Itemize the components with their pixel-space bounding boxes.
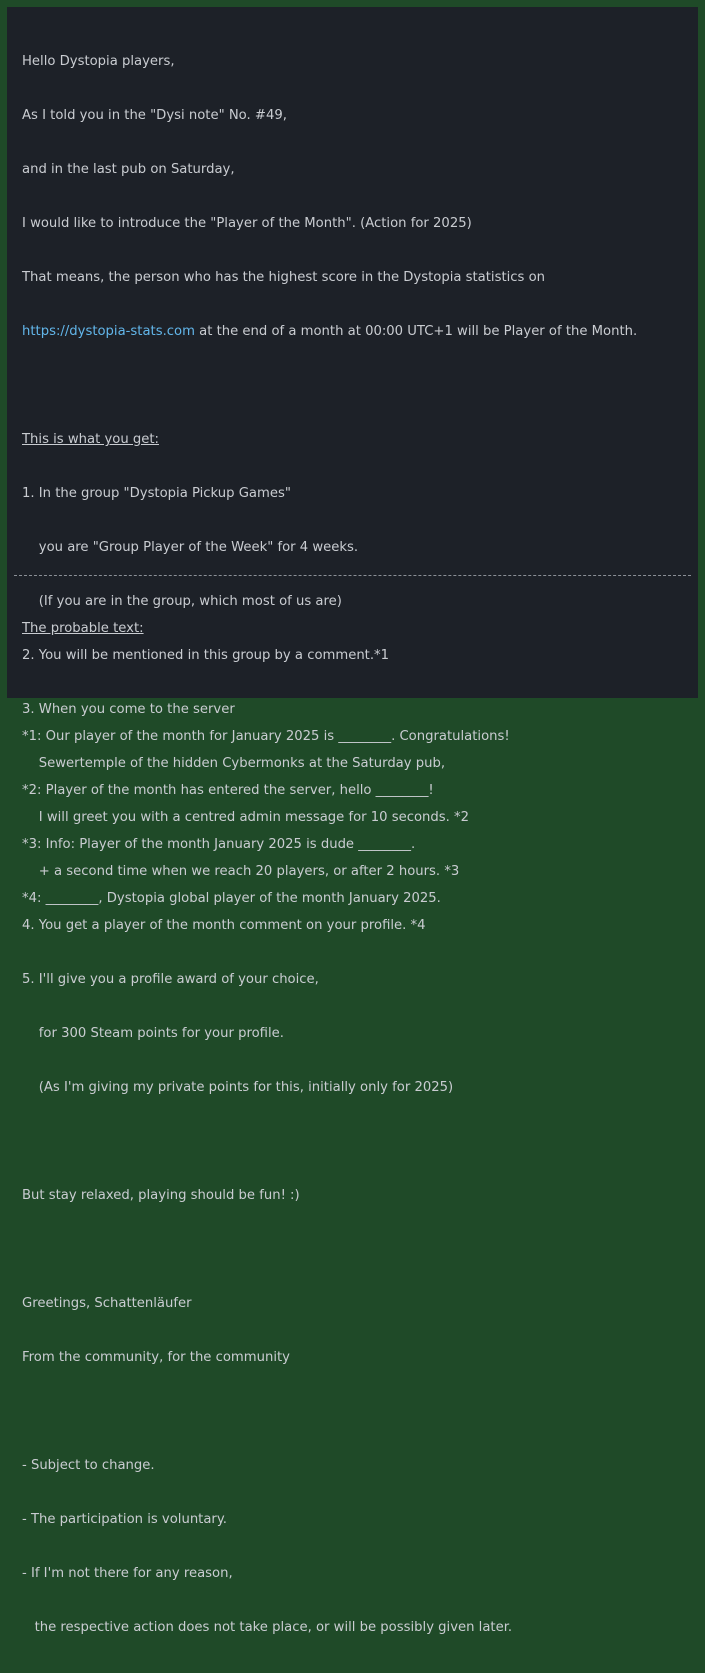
- probable-line: *3: Info: Player of the month January 2025 is dude ________.: [22, 837, 416, 852]
- benefit-line: for 300 Steam points for your profile.: [22, 1026, 284, 1041]
- probable-line: *4: ________, Dystopia global player of the month January 2025.: [22, 891, 441, 906]
- note-line: - The participation is voluntary.: [22, 1512, 227, 1527]
- benefit-line: I will greet you with a centred admin message for 10 seconds. *2: [22, 810, 470, 825]
- benefit-line: (If you are in the group, which most of us are): [22, 594, 342, 609]
- blank-line: [22, 674, 690, 692]
- benefits-heading-line: [22, 431, 690, 449]
- benefit-line: + a second time when we reach 20 players, or after 2 hours. *3: [22, 864, 460, 879]
- note-line: the respective action does not take place, or will be possibly given later.: [22, 1620, 513, 1635]
- relax-line: But stay relaxed, playing should be fun! :): [22, 1188, 300, 1203]
- benefit-line: 5. I'll give you a profile award of your choice,: [22, 972, 319, 987]
- probable-text-section: [22, 584, 690, 944]
- blank-line: [22, 1133, 690, 1151]
- dashed-divider: [14, 575, 691, 576]
- stats-link[interactable]: https://dystopia-stats.com: [22, 324, 195, 339]
- blank-line: [22, 1241, 690, 1259]
- intro-line: and in the last pub on Saturday,: [22, 162, 235, 177]
- benefit-line: 4. You get a player of the month comment on your profile. *4: [22, 918, 426, 933]
- intro-line: That means, the person who has the highest score in the Dystopia statistics on: [22, 270, 546, 285]
- link-suffix: at the end of a month at 00:00 UTC+1 will be Player of the Month.: [194, 324, 638, 339]
- benefits-heading: This is what you get:: [22, 432, 159, 447]
- signoff-line: From the community, for the community: [22, 1350, 290, 1365]
- signoff-line: Greetings, Schattenläufer: [22, 1296, 192, 1311]
- benefit-line: you are "Group Player of the Week" for 4 weeks.: [22, 540, 359, 555]
- benefit-line: 3. When you come to the server: [22, 702, 235, 717]
- greeting-line: Hello Dystopia players,: [22, 54, 175, 69]
- note-line: - Subject to change.: [22, 1458, 155, 1473]
- benefit-line: 1. In the group "Dystopia Pickup Games": [22, 486, 291, 501]
- note-line: - If I'm not there for any reason,: [22, 1566, 233, 1581]
- probable-heading-line: [22, 620, 690, 638]
- intro-line: I would like to introduce the "Player of the Month". (Action for 2025): [22, 216, 472, 231]
- blank-line: [22, 1403, 690, 1421]
- probable-line: *2: Player of the month has entered the server, hello ________!: [22, 783, 434, 798]
- link-line: [22, 323, 690, 341]
- benefit-line: 2. You will be mentioned in this group by a comment.*1: [22, 648, 390, 663]
- benefit-line: Sewertemple of the hidden Cybermonks at the Saturday pub,: [22, 756, 446, 771]
- benefit-line: (As I'm giving my private points for this, initially only for 2025): [22, 1080, 454, 1095]
- probable-heading: The probable text:: [22, 621, 144, 636]
- blank-line: [22, 377, 690, 395]
- probable-line: *1: Our player of the month for January 2025 is ________. Congratulations!: [22, 729, 510, 744]
- intro-line: As I told you in the "Dysi note" No. #49,: [22, 108, 287, 123]
